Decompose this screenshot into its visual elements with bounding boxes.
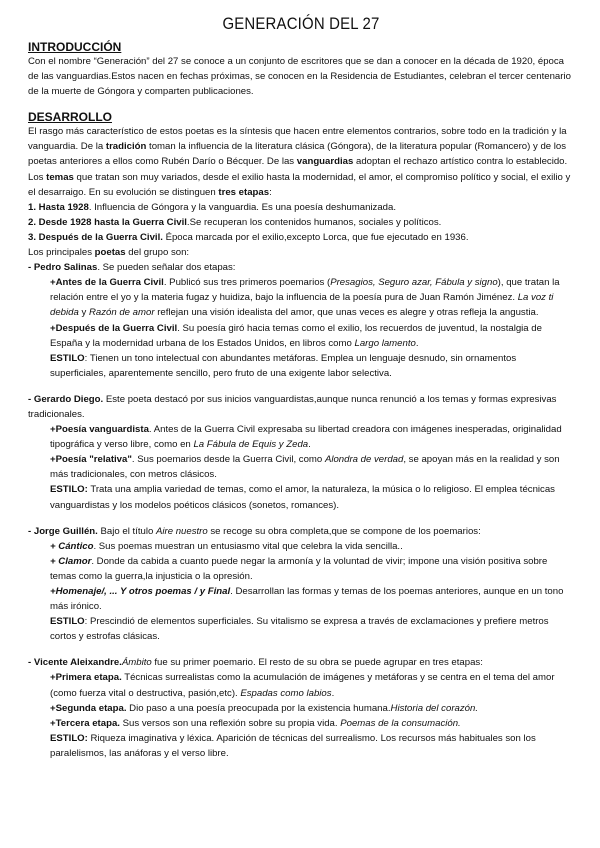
desarrollo-paragraph: El rasgo más característico de estos poetas es la síntesis que hacen entre elementos contrarios, sobre todo en la tradición y la vanguardia. De la tradición toman la influencia de la literatura clásica (Góngora), de la literatura popular (Romancero) y de los poetas anteriores a ellos como Rubén Darío o Bécquer. De las vanguardias adoptan el rechazo artístico contra lo establecido. Los temas que tratan son muy variados, desde el exilio hasta la modernidad, el amor, el compromiso político y social, el exilio y el desarraigo. En su evolución se distinguen tres etapas: — [28, 126, 571, 198]
aleixandre-estilo: ESTILO: Riqueza imaginativa y léxica. Aparición de técnicas del surrealismo. Los recursos más habituales son los paralelismos, las anáforas y el verso libre. — [50, 732, 536, 759]
intro-paragraph: Con el nombre “Generación” del 27 se conoce a un conjunto de escritores que se dan a conocer en la década de 1920, época de las vanguardias.Estos nacen en fechas próximas, se conocen en la Residencia de Estudiantes, celebran el tercer centenario de la muerte de Góngora y comparten publicaciones. — [28, 56, 571, 98]
aleixandre-tercera: +Tercera etapa. Sus versos son una reflexión sobre su propia vida. Poemas de la consumación. — [50, 717, 461, 729]
diego-heading: - Gerardo Diego. Este poeta destacó por sus inicios vanguardistas,aunque nunca renunció a los temas y formas expresivas tradicionales. — [28, 393, 557, 420]
section-heading-introduccion: INTRODUCCIÓN — [28, 40, 122, 54]
guillen-estilo: ESTILO: Prescindió de elementos superficiales. Su vitalismo se expresa a través de exclamaciones y prefiere metros cortos y estrofas clásicas. — [50, 616, 549, 643]
guillen-cantico: + Cántico. Sus poemas muestran un entusiasmo vital que celebra la vida sencilla.. — [50, 540, 403, 552]
poetas-intro: Los principales poetas del grupo son: — [28, 247, 190, 259]
aleixandre-primera: +Primera etapa. Técnicas surrealistas como la acumulación de imágenes y metáforas y se centra en el tema del amor (como fuerza vital o destructiva, pasión,etc). Espadas como labios. — [50, 672, 555, 699]
section-heading-desarrollo: DESARROLLO — [28, 110, 112, 125]
guillen-heading: - Jorge Guillén. Bajo el título Aire nuestro se recoge su obra completa,que se compone de los poemarios: — [28, 525, 481, 537]
diego-vanguardista: +Poesía vanguardista. Antes de la Guerra Civil expresaba su libertad creadora con imágenes inesperadas, originalidad tipográfica y verso libre, como en La Fábula de Equis y Zeda. — [50, 424, 562, 451]
diego-estilo: ESTILO: Trata una amplia variedad de temas, como el amor, la naturaleza, la música o lo religioso. El emplea técnicas vanguardistas y los modelos poéticos clásicos (sonetos, romances). — [50, 484, 555, 511]
etapa-1: 1. Hasta 1928. Influencia de Góngora y la vanguardia. Es una poesía deshumanizada. — [28, 201, 397, 213]
salinas-heading: - Pedro Salinas. Se pueden señalar dos etapas: — [28, 262, 236, 274]
etapa-3: 3. Después de la Guerra Civil. Época marcada por el exilio,excepto Lorca, que fue ejecutado en 1936. — [28, 231, 469, 243]
aleixandre-heading: - Vicente Aleixandre.Ámbito fue su primer poemario. El resto de su obra se puede agrupar en tres etapas: — [28, 657, 483, 669]
guillen-homenaje: +Homenaje/, ... Y otros poemas / y Final. Desarrollan las formas y temas de los poemas anteriores, aunque en un tono más irónico. — [50, 586, 564, 613]
salinas-estilo: ESTILO: Tienen un tono intelectual con abundantes metáforas. Emplea un lenguaje desnudo, sin ornamentos superficiales, aparentemente sencillo, pero fruto de una exigente labor selectiva. — [50, 352, 517, 379]
salinas-antes: +Antes de la Guerra Civil. Publicó sus tres primeros poemarios (Presagios, Seguro azar, Fábula y signo), que tratan la relación entre el yo y la materia fugaz y huidiza, bajo la influencia de la poesía pura de Juan Ramón Jiménez. La voz ti debida y Razón de amor reflejan una visión idealista del amor, que unas veces es alegre y otras refleja la angustia. — [50, 277, 560, 319]
guillen-clamor: + Clamor. Donde da cabida a cuanto puede negar la armonía y la voluntad de vivir; impone una visión positiva sobre temas como la guerra,la injusticia o la opresión. — [50, 555, 548, 582]
diego-relativa: +Poesía "relativa". Sus poemarios desde la Guerra Civil, como Alondra de verdad, se apoyan más en la realidad y son más tradicionales, con metros clásicos. — [50, 454, 560, 481]
salinas-despues: +Después de la Guerra Civil. Su poesía giró hacia temas como el exilio, los recuerdos de juventud, la nostalgia de España y la modernidad urbana de los Estados Unidos, en libros como Largo lamento. — [50, 322, 542, 349]
etapa-2: 2. Desde 1928 hasta la Guerra Civil.Se recuperan los contenidos humanos, sociales y políticos. — [28, 216, 442, 228]
aleixandre-segunda: +Segunda etapa. Dio paso a una poesía preocupada por la existencia humana.Historia del corazón. — [50, 702, 478, 714]
page-title: GENERACIÓN DEL 27 — [222, 14, 380, 33]
